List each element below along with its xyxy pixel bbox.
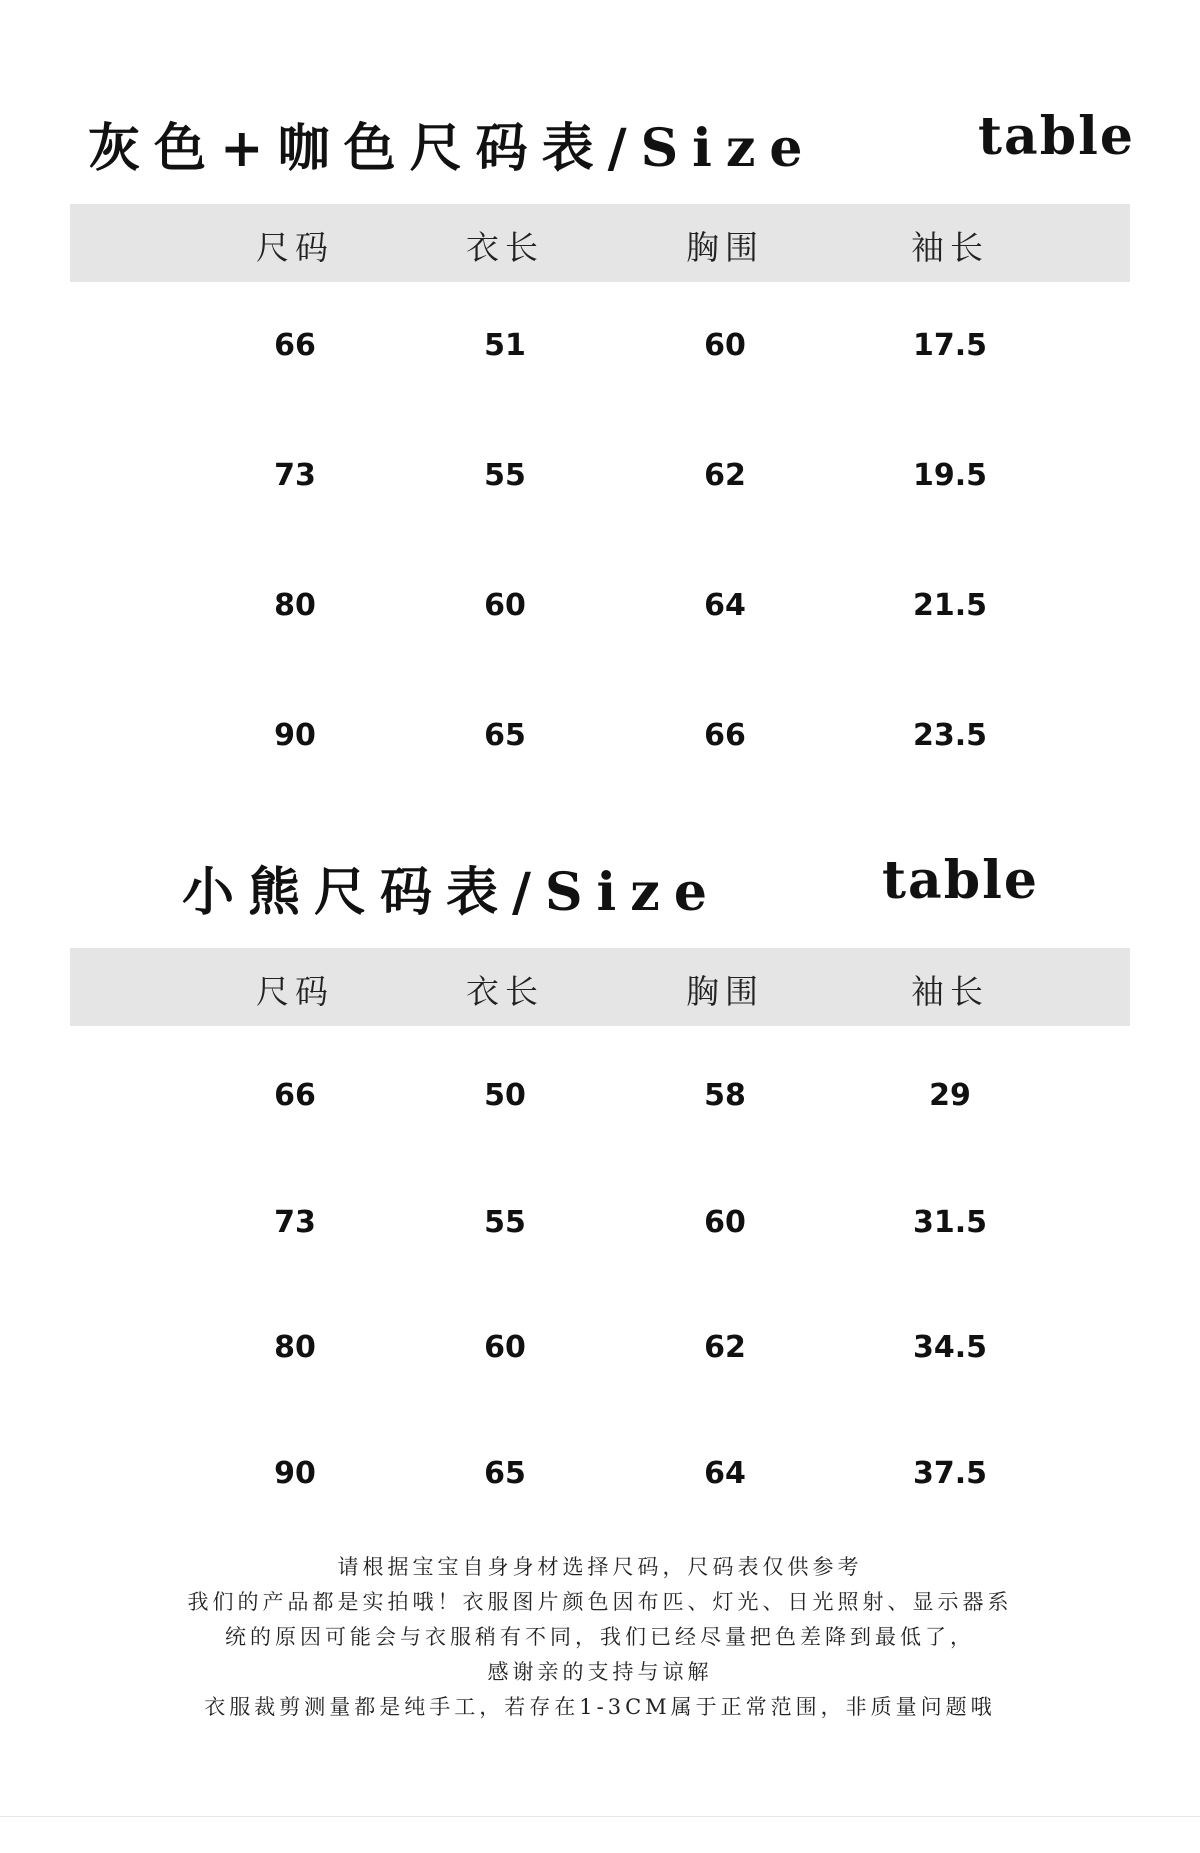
cell-sleeve: 17.5 [912,328,988,363]
header-sleeve: 袖长 [911,228,989,267]
cell-chest: 64 [704,1456,746,1491]
table1-title [0,92,1200,182]
cell-length: 51 [484,328,526,363]
cell-chest: 64 [704,588,746,623]
cell-sleeve: 31.5 [912,1205,988,1240]
header-size: 尺码 [256,228,334,267]
table-row [70,1320,1130,1380]
table1-title-left: 灰色+咖色尺码表/Size [88,118,817,179]
table-row [70,448,1130,508]
table2-title-left: 小熊尺码表/Size [182,862,721,923]
table-row [70,708,1130,768]
cell-sleeve: 34.5 [912,1330,988,1365]
table-row [70,318,1130,378]
note-line: 衣服裁剪测量都是纯手工，若存在1-3CM属于正常范围，非质量问题哦 [204,1695,996,1719]
note-line: 我们的产品都是实拍哦！衣服图片颜色因布匹、灯光、日光照射、显示器系 [187,1590,1013,1614]
header-length: 衣长 [466,972,544,1011]
note-line: 感谢亲的支持与谅解 [487,1660,713,1684]
cell-length: 50 [484,1078,526,1113]
cell-chest: 60 [704,328,746,363]
cell-size: 90 [274,1456,316,1491]
cell-length: 65 [484,1456,526,1491]
cell-size: 80 [274,1330,316,1365]
cell-length: 65 [484,718,526,753]
table2-header [70,948,1130,1026]
cell-size: 73 [274,1205,316,1240]
header-chest: 胸围 [686,972,764,1011]
note-line: 请根据宝宝自身身材选择尺码，尺码表仅供参考 [337,1555,863,1579]
cell-size: 66 [274,328,316,363]
note-line: 统的原因可能会与衣服稍有不同，我们已经尽量把色差降到最低了， [225,1625,975,1649]
cell-chest: 58 [704,1078,746,1113]
cell-sleeve: 23.5 [912,718,988,753]
cell-chest: 62 [704,1330,746,1365]
cell-sleeve: 37.5 [912,1456,988,1491]
cell-size: 80 [274,588,316,623]
header-chest: 胸围 [686,228,764,267]
header-sleeve: 袖长 [911,972,989,1011]
table1-title-right: table [978,106,1135,167]
cell-size: 73 [274,458,316,493]
table-row [70,1446,1130,1506]
cell-sleeve: 19.5 [912,458,988,493]
table-row [70,1195,1130,1255]
cell-length: 60 [484,588,526,623]
cell-sleeve: 21.5 [912,588,988,623]
table2-title-right: table [882,850,1039,911]
notes [0,1550,1200,1725]
cell-size: 90 [274,718,316,753]
table-row [70,1068,1130,1128]
table2-title [0,836,1200,926]
cell-sleeve: 29 [929,1078,971,1113]
header-size: 尺码 [256,972,334,1011]
cell-chest: 62 [704,458,746,493]
table-row [70,578,1130,638]
header-length: 衣长 [466,228,544,267]
divider [0,1816,1200,1817]
table1-header [70,204,1130,282]
cell-size: 66 [274,1078,316,1113]
cell-length: 55 [484,1205,526,1240]
cell-length: 55 [484,458,526,493]
cell-length: 60 [484,1330,526,1365]
cell-chest: 60 [704,1205,746,1240]
cell-chest: 66 [704,718,746,753]
